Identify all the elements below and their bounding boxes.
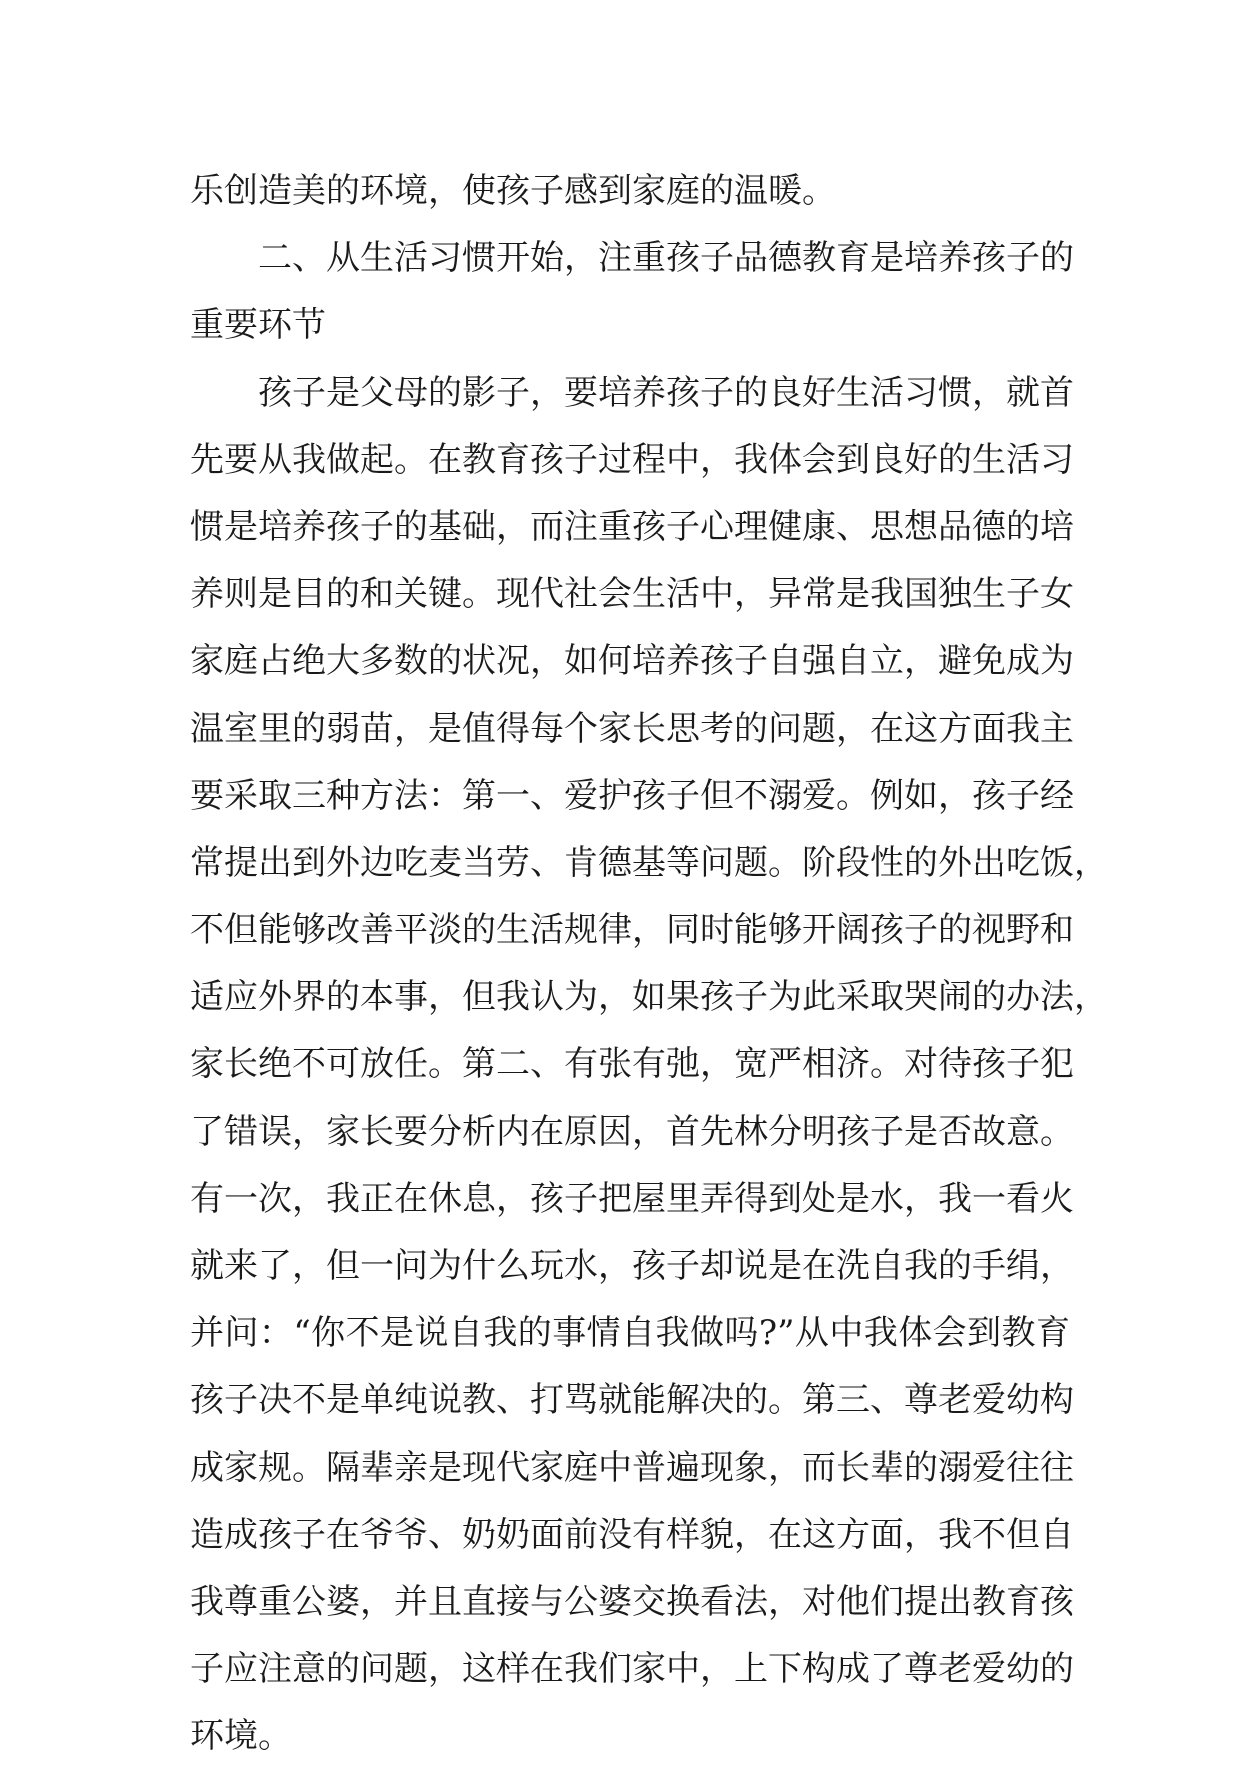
paragraph-line: 温室里的弱苗，是值得每个家长思考的问题，在这方面我主 — [190, 708, 1074, 749]
paragraph-line: 成家规。隔辈亲是现代家庭中普遍现象，而长辈的溺爱往往 — [190, 1447, 1074, 1488]
paragraph-line: 家长绝不可放任。第二、有张有弛，宽严相济。对待孩子犯 — [190, 1044, 1074, 1085]
document-body — [190, 158, 1108, 1771]
paragraph-line: 并问：“你不是说自我的事情自我做吗?”从中我体会到教育 — [190, 1313, 1070, 1354]
paragraph-line: 惯是培养孩子的基础，而注重孩子心理健康、思想品德的培 — [190, 506, 1074, 547]
paragraph-line: 环境。 — [190, 1716, 292, 1757]
paragraph-line: 养则是目的和关键。现代社会生活中，异常是我国独生子女 — [190, 574, 1074, 615]
paragraph-line: 常提出到外边吃麦当劳、肯德基等问题。阶段性的外出吃饭， — [190, 842, 1108, 883]
paragraph-line: 家庭占绝大多数的状况，如何培养孩子自强自立，避免成为 — [190, 641, 1074, 682]
paragraph-line: 子应注意的问题，这样在我们家中，上下构成了尊老爱幼的 — [190, 1649, 1074, 1690]
paragraph-line: 了错误，家长要分析内在原因，首先林分明孩子是否故意。 — [190, 1111, 1074, 1152]
paragraph-line: 要采取三种方法：第一、爱护孩子但不溺爱。例如，孩子经 — [190, 775, 1074, 816]
section-heading-line: 重要环节 — [190, 305, 326, 346]
paragraph-line: 有一次，我正在休息，孩子把屋里弄得到处是水，我一看火 — [190, 1178, 1074, 1219]
paragraph-line: 造成孩子在爷爷、奶奶面前没有样貌，在这方面，我不但自 — [190, 1514, 1074, 1555]
paragraph-line: 就来了，但一问为什么玩水，孩子却说是在洗自我的手绢， — [190, 1246, 1074, 1286]
paragraph-line: 我尊重公婆，并且直接与公婆交换看法，对他们提出教育孩 — [190, 1581, 1074, 1622]
paragraph-line: 不但能够改善平淡的生活规律，同时能够开阔孩子的视野和 — [190, 910, 1074, 951]
section-heading-line: 二、从生活习惯开始，注重孩子品德教育是培养孩子的 — [258, 238, 1074, 279]
paragraph-line: 孩子是父母的影子，要培养孩子的良好生活习惯，就首 — [258, 372, 1074, 413]
paragraph-line: 先要从我做起。在教育孩子过程中，我体会到良好的生活习 — [190, 439, 1074, 480]
paragraph-line: 适应外界的本事，但我认为，如果孩子为此采取哭闹的办法， — [190, 977, 1108, 1018]
paragraph-line: 孩子决不是单纯说教、打骂就能解决的。第三、尊老爱幼构 — [190, 1380, 1074, 1421]
paragraph-line: 乐创造美的环境，使孩子感到家庭的温暖。 — [190, 171, 836, 211]
